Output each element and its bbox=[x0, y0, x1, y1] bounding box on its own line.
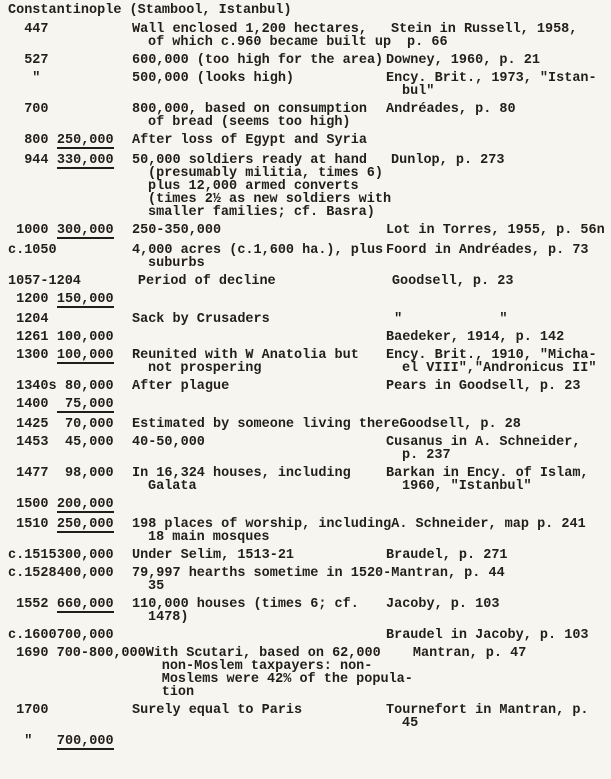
year-population-cell bbox=[8, 398, 132, 413]
text-line: 600,000 (too high for the area) bbox=[132, 53, 384, 68]
text-line: smaller families; cf. Basra) bbox=[148, 205, 375, 220]
text-line: 79,997 hearths sometime in 1520- bbox=[132, 566, 392, 581]
year-population-cell bbox=[8, 331, 132, 344]
text-line: el VIII","Andronicus II" bbox=[402, 361, 597, 376]
year-population-cell bbox=[8, 313, 132, 326]
year-population-cell bbox=[8, 704, 132, 717]
text-line: 1960, "Istanbul" bbox=[402, 479, 532, 494]
text-line: Surely equal to Paris bbox=[132, 703, 303, 718]
source-cell bbox=[386, 549, 508, 562]
year-population-cell bbox=[8, 54, 132, 67]
source-cell bbox=[391, 154, 504, 167]
table-row bbox=[8, 598, 611, 624]
year-value: 944 bbox=[8, 153, 57, 168]
table-row bbox=[8, 436, 611, 462]
text-line: 4,000 acres (c.1,600 ha.), plus bbox=[132, 243, 384, 258]
year-population-cell bbox=[8, 467, 132, 480]
text-line: Goodsell, p. 23 bbox=[391, 274, 514, 289]
year-value: 1200 bbox=[8, 292, 57, 307]
source-cell bbox=[386, 244, 589, 257]
text-line: suburbs bbox=[148, 256, 205, 271]
source-cell bbox=[386, 313, 508, 326]
year-value: 1057-1204 bbox=[8, 274, 81, 289]
text-line: Downey, 1960, p. 21 bbox=[386, 53, 540, 68]
text-line: plus 12,000 armed converts bbox=[148, 179, 359, 194]
table-row bbox=[8, 380, 611, 393]
description-cell bbox=[132, 436, 386, 449]
year-population-cell bbox=[8, 518, 132, 533]
source-cell bbox=[386, 467, 589, 493]
text-line: Ency. Brit., 1973, "Istan- bbox=[386, 71, 597, 86]
source-cell bbox=[386, 436, 580, 462]
year-population-cell bbox=[8, 23, 132, 36]
source-cell bbox=[399, 418, 521, 431]
text-line: A. Schneider, map p. 241 bbox=[391, 517, 586, 532]
population-value: 100,000 bbox=[56, 348, 114, 363]
year-value: 1477 bbox=[8, 466, 57, 481]
population-value: 150,000 bbox=[56, 292, 114, 307]
year-population-cell bbox=[8, 598, 132, 613]
table-row bbox=[8, 349, 611, 375]
text-line: Estimated by someone living there bbox=[132, 417, 400, 432]
table-row bbox=[8, 23, 611, 49]
table-row bbox=[8, 154, 611, 219]
table-row bbox=[8, 134, 611, 149]
year-population-cell bbox=[8, 735, 132, 750]
population-value: 200,000 bbox=[56, 497, 114, 512]
description-cell bbox=[132, 313, 386, 326]
year-value: 1261 bbox=[8, 330, 57, 345]
text-line: With Scutari, based on 62,000 bbox=[145, 646, 381, 661]
population-value: 700,000 bbox=[56, 628, 114, 643]
text-line: 500,000 (looks high) bbox=[132, 71, 295, 86]
text-line: p. 237 bbox=[402, 448, 451, 463]
description-cell bbox=[132, 518, 391, 544]
source-cell bbox=[386, 331, 564, 344]
text-line: 35 bbox=[148, 579, 165, 594]
year-value: 800 bbox=[8, 133, 57, 148]
population-value: 98,000 bbox=[65, 466, 114, 481]
year-value: " bbox=[8, 734, 57, 749]
year-population-cell bbox=[8, 647, 146, 660]
year-value: c.1515 bbox=[8, 548, 57, 563]
text-line: Mantran, p. 47 bbox=[412, 646, 527, 661]
text-line: Stein in Russell, 1958, bbox=[391, 22, 578, 37]
text-line: 110,000 houses (times 6; cf. bbox=[132, 597, 359, 612]
year-population-cell bbox=[8, 629, 132, 642]
description-cell bbox=[132, 598, 386, 624]
text-line: Jacoby, p. 103 bbox=[386, 597, 500, 612]
source-cell bbox=[386, 72, 597, 98]
table-row bbox=[8, 331, 611, 344]
text-line: Cusanus in A. Schneider, bbox=[386, 435, 581, 450]
text-line: non-Moslem taxpayers: non- bbox=[161, 659, 373, 674]
text-line: After loss of Egypt and Syria bbox=[132, 133, 367, 148]
year-population-cell bbox=[8, 549, 132, 562]
year-population-cell bbox=[8, 134, 132, 149]
text-line: of which c.960 became built up bbox=[148, 35, 392, 50]
text-line: Moslems were 42% of the popula- bbox=[161, 672, 413, 687]
text-line: (times 2½ as new soldiers with bbox=[148, 192, 392, 207]
text-line: Sack by Crusaders bbox=[132, 312, 270, 327]
year-population-cell bbox=[8, 72, 132, 85]
description-cell bbox=[146, 647, 413, 699]
description-cell bbox=[132, 567, 391, 593]
text-line: Pears in Goodsell, p. 23 bbox=[386, 379, 581, 394]
year-value: 700 bbox=[8, 102, 57, 117]
source-cell bbox=[386, 224, 605, 237]
text-line: 250-350,000 bbox=[132, 223, 222, 238]
year-value: c.1600 bbox=[8, 628, 57, 643]
year-population-cell bbox=[8, 293, 132, 308]
table-row bbox=[8, 313, 611, 326]
text-line: Dunlop, p. 273 bbox=[391, 153, 505, 168]
year-population-cell bbox=[8, 498, 132, 513]
description-cell bbox=[132, 244, 386, 270]
year-value: 1690 bbox=[8, 646, 57, 661]
description-cell bbox=[132, 134, 386, 147]
source-cell bbox=[386, 704, 589, 730]
source-cell bbox=[386, 103, 516, 116]
year-value: 1453 bbox=[8, 435, 57, 450]
year-value: c.1050 bbox=[8, 243, 57, 258]
table-row bbox=[8, 467, 611, 493]
year-population-cell bbox=[8, 275, 138, 288]
description-cell bbox=[132, 349, 386, 375]
text-line: 40-50,000 bbox=[132, 435, 205, 450]
text-line: Mantran, p. 44 bbox=[391, 566, 505, 581]
text-line: 800,000, based on consumption bbox=[132, 102, 367, 117]
year-population-cell bbox=[8, 103, 132, 116]
text-line: " " bbox=[386, 312, 508, 327]
table-row bbox=[8, 418, 611, 431]
text-line: After plague bbox=[132, 379, 230, 394]
table-row bbox=[8, 103, 611, 129]
population-value: 660,000 bbox=[56, 597, 114, 612]
year-population-cell bbox=[8, 380, 132, 393]
text-line: In 16,324 houses, including bbox=[132, 466, 351, 481]
year-value: 1204 bbox=[8, 312, 57, 327]
text-line: 45 bbox=[402, 716, 419, 731]
text-line: Galata bbox=[148, 479, 197, 494]
text-line: 198 places of worship, including bbox=[132, 517, 392, 532]
source-cell bbox=[386, 380, 580, 393]
table-row bbox=[8, 293, 611, 308]
text-line: Goodsell, p. 28 bbox=[399, 417, 521, 432]
text-line: Andréades, p. 80 bbox=[386, 102, 516, 117]
population-value: 330,000 bbox=[56, 153, 114, 168]
year-value: 1500 bbox=[8, 497, 57, 512]
population-value: 400,000 bbox=[56, 566, 114, 581]
text-line: Braudel in Jacoby, p. 103 bbox=[386, 628, 589, 643]
source-cell bbox=[386, 54, 540, 67]
text-line: of bread (seems too high) bbox=[148, 115, 351, 130]
table-row bbox=[8, 498, 611, 513]
year-value: 1425 bbox=[8, 417, 57, 432]
text-line: tion bbox=[161, 685, 195, 700]
text-line: Barkan in Ency. of Islam, bbox=[386, 466, 589, 481]
table-row bbox=[8, 549, 611, 562]
table-row bbox=[8, 244, 611, 270]
table-row bbox=[8, 275, 611, 288]
table-row bbox=[8, 224, 611, 239]
text-line: Reunited with W Anatolia but bbox=[132, 348, 359, 363]
population-value: 250,000 bbox=[56, 517, 114, 532]
year-value: 1300 bbox=[8, 348, 57, 363]
text-line: Tournefort in Mantran, p. bbox=[386, 703, 589, 718]
text-line: bul" bbox=[402, 84, 435, 99]
text-line: Wall enclosed 1,200 hectares, bbox=[132, 22, 367, 37]
text-line: not prospering bbox=[148, 361, 262, 376]
source-cell bbox=[386, 629, 589, 642]
text-line: 18 main mosques bbox=[148, 530, 270, 545]
text-line: (presumably militia, times 6) bbox=[148, 166, 383, 181]
year-value: 1400 bbox=[8, 397, 57, 412]
year-population-cell bbox=[8, 154, 132, 169]
table-row bbox=[8, 647, 611, 699]
population-value: 300,000 bbox=[56, 548, 114, 563]
population-value: 45,000 bbox=[65, 435, 114, 450]
table-row bbox=[8, 567, 611, 593]
text-line: 1478) bbox=[148, 610, 189, 625]
year-value: c.1528 bbox=[8, 566, 57, 581]
page-title: Constantinople (Stambool, Istanbul) bbox=[8, 3, 292, 18]
text-line: Ency. Brit., 1910, "Micha- bbox=[386, 348, 597, 363]
description-cell bbox=[132, 467, 386, 493]
text-line: Baedeker, 1914, p. 142 bbox=[386, 330, 565, 345]
text-line: p. 66 bbox=[407, 35, 448, 50]
population-value: 250,000 bbox=[56, 133, 114, 148]
year-population-cell bbox=[8, 436, 132, 449]
text-line: 50,000 soldiers ready at hand bbox=[132, 153, 367, 168]
population-value: 80,000 bbox=[65, 379, 114, 394]
table-row bbox=[8, 735, 611, 750]
year-population-cell bbox=[8, 244, 132, 257]
description-cell bbox=[132, 154, 391, 219]
population-value: 300,000 bbox=[56, 223, 114, 238]
source-cell bbox=[391, 518, 585, 531]
table-row bbox=[8, 398, 611, 413]
population-value: 70,000 bbox=[65, 417, 114, 432]
population-value: 75,000 bbox=[57, 398, 114, 413]
population-table bbox=[8, 23, 611, 750]
year-value: 1552 bbox=[8, 597, 57, 612]
table-row bbox=[8, 704, 611, 730]
year-population-cell bbox=[8, 349, 132, 364]
year-value: 1700 bbox=[8, 703, 57, 718]
table-row bbox=[8, 518, 611, 544]
year-population-cell bbox=[8, 224, 132, 239]
source-cell bbox=[392, 275, 514, 288]
population-value: 700-800,000 bbox=[56, 646, 146, 661]
text-line: Under Selim, 1513-21 bbox=[132, 548, 295, 563]
table-row bbox=[8, 54, 611, 67]
text-line: Lot in Torres, 1955, p. 56n bbox=[386, 223, 605, 238]
year-value: 1510 bbox=[8, 517, 57, 532]
description-cell bbox=[138, 275, 392, 288]
source-cell bbox=[391, 567, 504, 580]
source-cell bbox=[386, 349, 597, 375]
year-population-cell bbox=[8, 418, 132, 431]
table-row bbox=[8, 72, 611, 98]
description-cell bbox=[132, 380, 386, 393]
source-cell bbox=[391, 23, 577, 49]
source-cell bbox=[386, 598, 499, 611]
year-value: 447 bbox=[8, 22, 57, 37]
year-population-cell bbox=[8, 567, 132, 580]
text-line: Foord in Andréades, p. 73 bbox=[386, 243, 589, 258]
description-cell bbox=[132, 704, 386, 717]
description-cell bbox=[132, 54, 386, 67]
description-cell bbox=[132, 224, 386, 237]
table-row bbox=[8, 629, 611, 642]
description-cell bbox=[132, 23, 391, 49]
population-value: 100,000 bbox=[56, 330, 114, 345]
description-cell bbox=[132, 549, 386, 562]
description-cell bbox=[132, 72, 386, 85]
source-cell bbox=[413, 647, 526, 660]
text-line: Braudel, p. 271 bbox=[386, 548, 508, 563]
year-value: 1340s bbox=[8, 379, 57, 394]
year-value: 1000 bbox=[8, 223, 57, 238]
description-cell bbox=[132, 418, 399, 431]
text-line: Period of decline bbox=[137, 274, 276, 289]
year-value: " bbox=[8, 71, 57, 86]
population-value: 700,000 bbox=[56, 734, 114, 749]
description-cell bbox=[132, 103, 386, 129]
year-value: 527 bbox=[8, 53, 57, 68]
